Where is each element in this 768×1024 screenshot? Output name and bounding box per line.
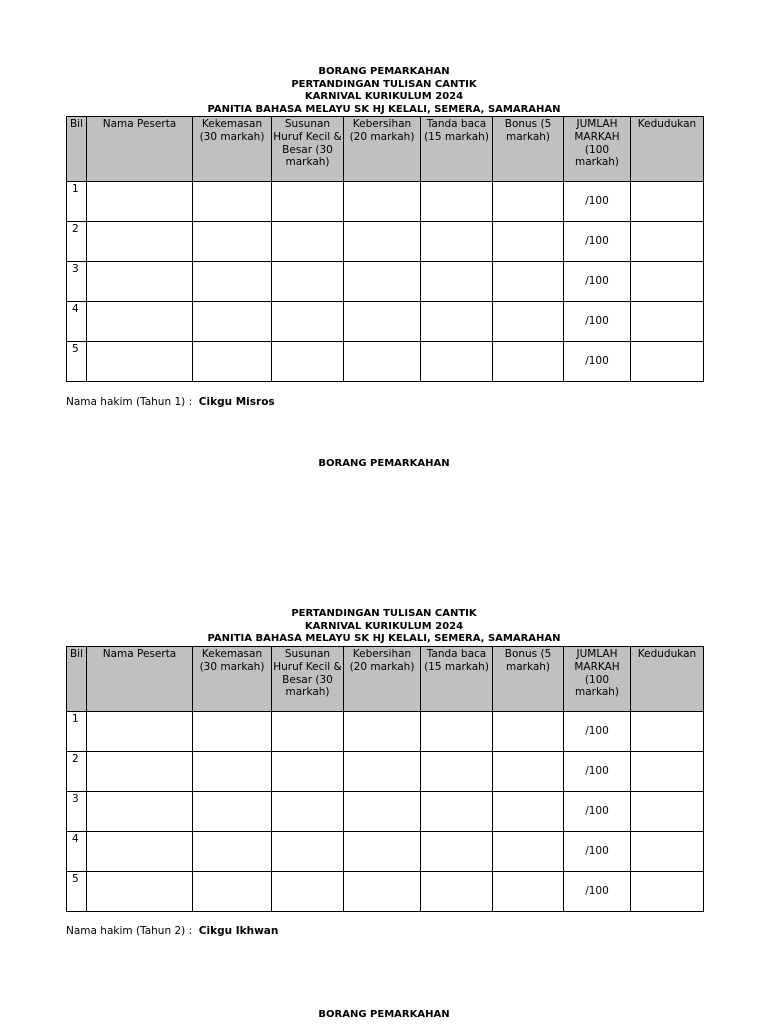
kebersihan-cell[interactable] (344, 302, 421, 342)
kekemasan-cell[interactable] (193, 222, 272, 262)
bonus-cell[interactable] (493, 752, 564, 792)
susunan-huruf-cell[interactable] (272, 302, 344, 342)
nama-peserta-cell[interactable] (87, 832, 193, 872)
tanda-baca-cell[interactable] (421, 792, 493, 832)
col-header-tanda-baca: Tanda baca (15 markah) (421, 647, 493, 712)
jumlah-cell: /100 (564, 302, 631, 342)
nama-peserta-cell[interactable] (87, 262, 193, 302)
tanda-baca-cell[interactable] (421, 342, 493, 382)
col-header-bonus: Bonus (5 markah) (493, 117, 564, 182)
kedudukan-cell[interactable] (631, 182, 704, 222)
bil-cell: 3 (67, 792, 87, 832)
kedudukan-cell[interactable] (631, 832, 704, 872)
bonus-cell[interactable] (493, 792, 564, 832)
bil-cell: 1 (67, 712, 87, 752)
kekemasan-cell[interactable] (193, 182, 272, 222)
col-header-bonus: Bonus (5 markah) (493, 647, 564, 712)
table-row (67, 712, 704, 752)
col-header-susunan-huruf: Susunan Huruf Kecil & Besar (30 markah) (272, 647, 344, 712)
score-table-2 (66, 646, 704, 912)
kekemasan-cell[interactable] (193, 872, 272, 912)
susunan-huruf-cell[interactable] (272, 752, 344, 792)
judge-name: Cikgu Ikhwan (198, 925, 279, 937)
bil-cell: 4 (67, 832, 87, 872)
col-header-nama-peserta: Nama Peserta (87, 117, 193, 182)
bonus-cell[interactable] (493, 182, 564, 222)
separator-title-1: BORANG PEMARKAHAN (318, 458, 450, 469)
tanda-baca-cell[interactable] (421, 222, 493, 262)
kebersihan-cell[interactable] (344, 872, 421, 912)
kekemasan-cell[interactable] (193, 752, 272, 792)
susunan-huruf-cell[interactable] (272, 872, 344, 912)
table-row (67, 342, 704, 382)
col-header-kebersihan: Kebersihan (20 markah) (344, 117, 421, 182)
kebersihan-cell[interactable] (344, 342, 421, 382)
kedudukan-cell[interactable] (631, 262, 704, 302)
nama-peserta-cell[interactable] (87, 222, 193, 262)
bonus-cell[interactable] (493, 302, 564, 342)
col-header-kedudukan: Kedudukan (631, 117, 704, 182)
bil-cell: 4 (67, 302, 87, 342)
nama-peserta-cell[interactable] (87, 792, 193, 832)
col-header-jumlah-markah: JUMLAH MARKAH (100 markah) (564, 117, 631, 182)
susunan-huruf-cell[interactable] (272, 712, 344, 752)
table-row (67, 752, 704, 792)
kebersihan-cell[interactable] (344, 222, 421, 262)
kebersihan-cell[interactable] (344, 752, 421, 792)
form-1-heading (0, 66, 768, 116)
nama-peserta-cell[interactable] (87, 752, 193, 792)
jumlah-cell: /100 (564, 342, 631, 382)
jumlah-cell: /100 (564, 712, 631, 752)
jumlah-cell: /100 (564, 832, 631, 872)
kekemasan-cell[interactable] (193, 792, 272, 832)
tanda-baca-cell[interactable] (421, 752, 493, 792)
table-row (67, 262, 704, 302)
event-title: KARNIVAL KURIKULUM 2024 (304, 91, 464, 102)
kedudukan-cell[interactable] (631, 752, 704, 792)
bonus-cell[interactable] (493, 712, 564, 752)
form-2-heading (0, 608, 768, 646)
jumlah-cell: /100 (564, 792, 631, 832)
susunan-huruf-cell[interactable] (272, 792, 344, 832)
table-header-row (67, 117, 704, 182)
col-header-kedudukan: Kedudukan (631, 647, 704, 712)
table-row (67, 302, 704, 342)
judge-line-1 (66, 396, 275, 408)
bonus-cell[interactable] (493, 342, 564, 382)
nama-peserta-cell[interactable] (87, 712, 193, 752)
bil-cell: 3 (67, 262, 87, 302)
score-table-1 (66, 116, 704, 382)
col-header-bil: Bil (67, 117, 87, 182)
bil-cell: 2 (67, 752, 87, 792)
jumlah-cell: /100 (564, 752, 631, 792)
col-header-kekemasan: Kekemasan (30 markah) (193, 117, 272, 182)
competition-title: PERTANDINGAN TULISAN CANTIK (291, 608, 477, 619)
judge-name: Cikgu Misros (198, 396, 275, 408)
kedudukan-cell[interactable] (631, 222, 704, 262)
judge-label: Nama hakim (Tahun 2) : (66, 925, 193, 937)
organizer-title: PANITIA BAHASA MELAYU SK HJ KELALI, SEMERA, SAMARAHAN (207, 633, 561, 644)
susunan-huruf-cell[interactable] (272, 832, 344, 872)
col-header-kebersihan: Kebersihan (20 markah) (344, 647, 421, 712)
kebersihan-cell[interactable] (344, 262, 421, 302)
kedudukan-cell[interactable] (631, 302, 704, 342)
bonus-cell[interactable] (493, 262, 564, 302)
kekemasan-cell[interactable] (193, 832, 272, 872)
event-title: KARNIVAL KURIKULUM 2024 (304, 620, 464, 632)
col-header-kekemasan: Kekemasan (30 markah) (193, 647, 272, 712)
competition-title: PERTANDINGAN TULISAN CANTIK (291, 78, 477, 90)
nama-peserta-cell[interactable] (87, 182, 193, 222)
kedudukan-cell[interactable] (631, 712, 704, 752)
col-header-bil: Bil (67, 647, 87, 712)
kekemasan-cell[interactable] (193, 342, 272, 382)
bil-cell: 5 (67, 342, 87, 382)
form-title: BORANG PEMARKAHAN (318, 66, 450, 77)
bil-cell: 1 (67, 182, 87, 222)
jumlah-cell: /100 (564, 222, 631, 262)
bonus-cell[interactable] (493, 832, 564, 872)
tanda-baca-cell[interactable] (421, 302, 493, 342)
kekemasan-cell[interactable] (193, 302, 272, 342)
table-header-row (67, 647, 704, 712)
table-row (67, 222, 704, 262)
tanda-baca-cell[interactable] (421, 182, 493, 222)
judge-line-2 (66, 925, 278, 937)
col-header-susunan-huruf: Susunan Huruf Kecil & Besar (30 markah) (272, 117, 344, 182)
bonus-cell[interactable] (493, 222, 564, 262)
susunan-huruf-cell[interactable] (272, 222, 344, 262)
nama-peserta-cell[interactable] (87, 872, 193, 912)
kedudukan-cell[interactable] (631, 872, 704, 912)
table-row (67, 872, 704, 912)
kebersihan-cell[interactable] (344, 712, 421, 752)
kebersihan-cell[interactable] (344, 792, 421, 832)
susunan-huruf-cell[interactable] (272, 182, 344, 222)
tanda-baca-cell[interactable] (421, 872, 493, 912)
bil-cell: 2 (67, 222, 87, 262)
tanda-baca-cell[interactable] (421, 712, 493, 752)
col-header-tanda-baca: Tanda baca (15 markah) (421, 117, 493, 182)
susunan-huruf-cell[interactable] (272, 262, 344, 302)
jumlah-cell: /100 (564, 182, 631, 222)
tanda-baca-cell[interactable] (421, 832, 493, 872)
table-row (67, 792, 704, 832)
kekemasan-cell[interactable] (193, 262, 272, 302)
table-row (67, 832, 704, 872)
col-header-jumlah-markah: JUMLAH MARKAH (100 markah) (564, 647, 631, 712)
kedudukan-cell[interactable] (631, 792, 704, 832)
susunan-huruf-cell[interactable] (272, 342, 344, 382)
organizer-title: PANITIA BAHASA MELAYU SK HJ KELALI, SEMERA, SAMARAHAN (207, 103, 561, 115)
bil-cell: 5 (67, 872, 87, 912)
col-header-nama-peserta: Nama Peserta (87, 647, 193, 712)
kebersihan-cell[interactable] (344, 832, 421, 872)
judge-label: Nama hakim (Tahun 1) : (66, 396, 193, 408)
tanda-baca-cell[interactable] (421, 262, 493, 302)
separator-title-2: BORANG PEMARKAHAN (318, 1009, 450, 1020)
kekemasan-cell[interactable] (193, 712, 272, 752)
bonus-cell[interactable] (493, 872, 564, 912)
jumlah-cell: /100 (564, 872, 631, 912)
nama-peserta-cell[interactable] (87, 302, 193, 342)
kedudukan-cell[interactable] (631, 342, 704, 382)
kebersihan-cell[interactable] (344, 182, 421, 222)
table-row (67, 182, 704, 222)
nama-peserta-cell[interactable] (87, 342, 193, 382)
jumlah-cell: /100 (564, 262, 631, 302)
